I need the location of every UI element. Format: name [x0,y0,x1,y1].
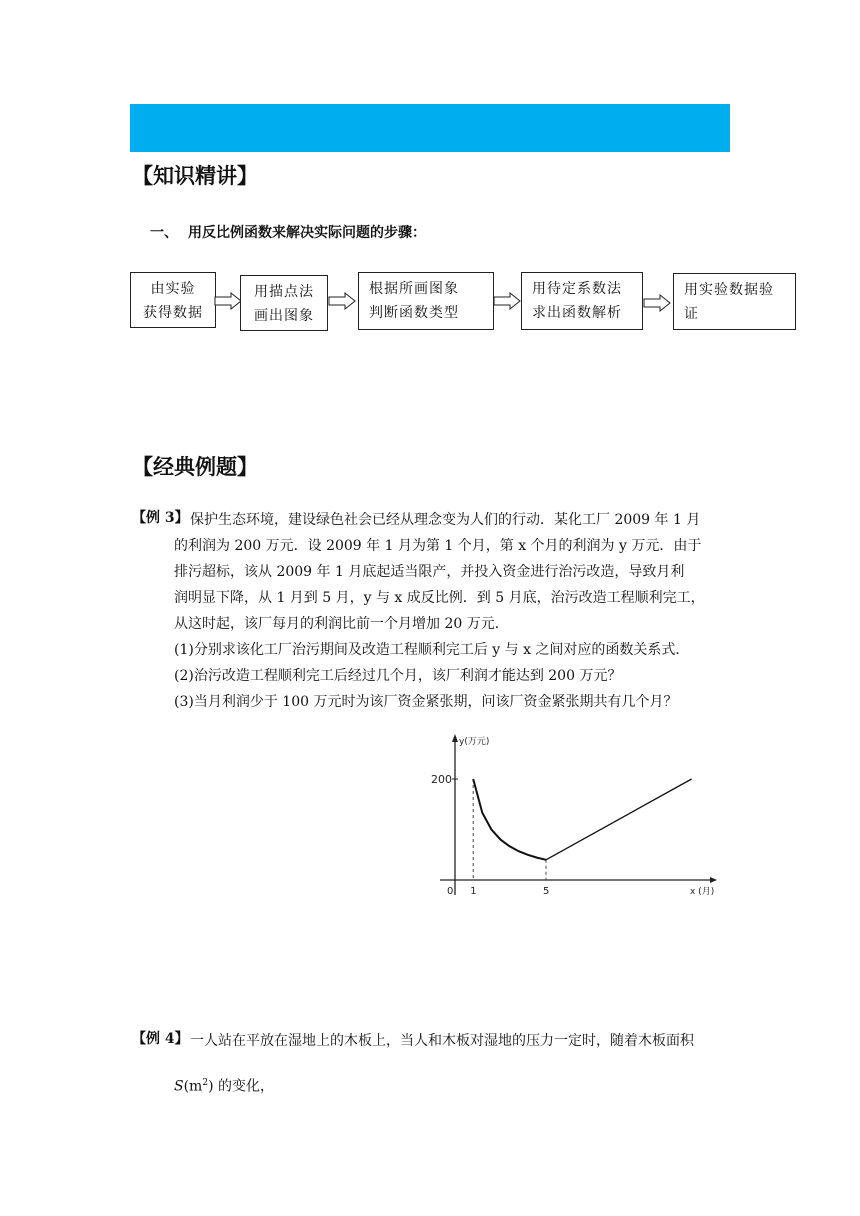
example3-body-cont [174,533,705,715]
area-unit-close: ) [208,1078,214,1095]
steps-heading-number: 一、 [150,225,178,241]
example3-tag: 【例 3】 [132,510,189,526]
arrow-right-icon [328,292,356,310]
step-box-1-line1: 由实验 [150,281,196,297]
example3-line: 润明显下降，从 1 月到 5 月，y 与 x 成反比例．到 5 月底，治污改造工程顺利完工， [174,590,705,606]
example3-question: (1)分别求该化工厂治污期间及改造工程顺利完工后 y 与 x 之间对应的函数关系式． [174,642,690,658]
y-axis-label: y(万元) [459,737,490,747]
step-box-2 [240,275,328,331]
arrow-right-icon [643,294,671,312]
section-title-knowledge: 【知识精讲】 [132,164,258,188]
step-box-1 [130,272,216,328]
area-unit-exponent: 2 [202,1078,209,1088]
example3-line: 保护生态环境，建设绿色社会已经从理念变为人们的行动．某化工厂 2009 年 1 月 [190,512,701,528]
arrow-right-icon [493,292,521,310]
title-banner [130,104,730,152]
example4-body [190,1028,694,1054]
step-box-3-line1: 根据所画图象 [369,281,459,297]
step-box-3 [358,272,494,330]
step-box-5-line2: 证 [684,306,699,322]
series-inverse-curve [473,779,546,860]
steps-heading-text: 用反比例函数来解决实际问题的步骤： [188,225,426,241]
step-box-5 [673,273,796,330]
example3-body [190,507,700,533]
example4-tag: 【例 4】 [132,1031,189,1047]
x-tick-label: 1 [470,886,477,897]
example3-line: 的利润为 200 万元．设 2009 年 1 月为第 1 个月，第 x 个月的利润为 y 万元．由于 [174,538,702,554]
example3-question: (3)当月利润少于 100 万元时为该厂资金紧张期，问该厂资金紧张期共有几个月？ [174,694,678,710]
arrow-right-icon [214,292,242,310]
steps-heading [150,222,426,242]
profit-chart [410,720,740,905]
step-box-4-line2: 求出函数解析 [532,305,622,321]
step-box-1-line2: 获得数据 [143,305,203,321]
section-title-examples: 【经典例题】 [132,455,258,479]
chart-plot-area [431,734,717,897]
step-box-3-line2: 判断函数类型 [369,305,459,321]
area-unit: (m [183,1078,203,1095]
step-box-5-line1: 用实验数据验 [684,282,774,298]
step-box-2-line1: 用描点法 [254,284,314,300]
example3-line: 从这时起，该厂每月的利润比前一个月增加 20 万元． [174,616,509,632]
y-axis-arrow [452,734,458,742]
area-variable: S [174,1078,184,1095]
example4-body-cont [174,1070,274,1100]
example4-line2 [174,1070,274,1100]
series-linear-line [546,779,692,860]
example4-line2-rest: 的变化， [213,1078,274,1095]
x-axis-arrow [710,877,717,883]
example3-question: (2)治污改造工程顺利完工后经过几个月，该厂利润才能达到 200 万元？ [174,668,622,684]
x-tick-label: 5 [543,886,550,897]
step-box-2-line2: 画出图象 [254,308,314,324]
x-tick-label: 0 [447,886,454,897]
y-tick-label: 200 [431,773,452,786]
step-box-4 [521,272,643,330]
example3-line: 排污超标，该从 2009 年 1 月底起适当限产，并投入资金进行治污改造，导致月利 [174,564,685,580]
step-box-4-line1: 用待定系数法 [532,281,622,297]
example4-line1: 一人站在平放在湿地上的木板上，当人和木板对湿地的压力一定时，随着木板面积 [190,1033,694,1049]
x-axis-label: x (月) [690,887,715,897]
